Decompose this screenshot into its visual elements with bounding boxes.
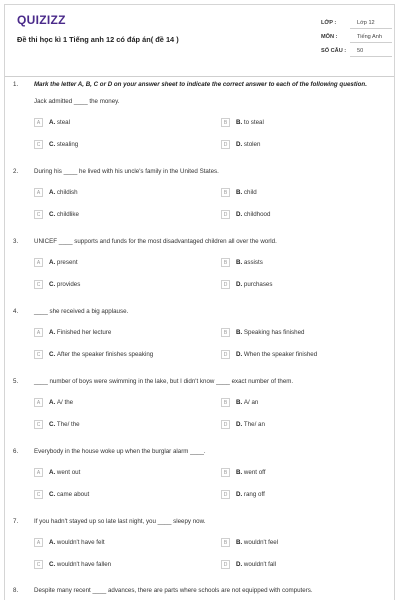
meta-value: 50: [357, 48, 364, 54]
option-letter-box: D: [221, 350, 230, 359]
option-text: stolen: [243, 141, 261, 148]
meta-key: LỚP :: [321, 20, 337, 26]
question-text: During his ____ he lived with his uncle's family in the United States.: [34, 168, 219, 175]
option-text: childish: [56, 189, 78, 196]
option-letter: D: [236, 211, 241, 218]
option-text: steal: [56, 119, 70, 126]
meta-key: MÔN :: [321, 34, 338, 40]
question-number: 5.: [13, 378, 19, 385]
option-letter: D: [236, 141, 241, 148]
option-letter-box: D: [221, 490, 230, 499]
option-text: childlike: [56, 211, 79, 218]
option-letter-box: B: [221, 258, 230, 267]
option-text: went off: [243, 469, 266, 476]
option-text: purchases: [243, 281, 273, 288]
option-text: The/ an: [243, 421, 265, 428]
question-text: Everybody in the house woke up when the burglar alarm ____.: [34, 448, 206, 455]
option-letter: A: [49, 469, 54, 476]
question-number: 4.: [13, 308, 19, 315]
option-text: child: [243, 189, 257, 196]
option-letter: B: [236, 539, 241, 546]
header-divider: [5, 76, 394, 77]
option-text: A/ the: [56, 399, 74, 406]
option-letter: A: [49, 399, 54, 406]
option-text: provides: [56, 281, 81, 288]
meta-row-count: [321, 43, 396, 57]
option-letter: D: [236, 491, 241, 498]
worksheet-header: [5, 5, 394, 65]
option-letter: B: [236, 189, 241, 196]
option-letter: C: [49, 351, 54, 358]
option-letter-box: B: [221, 118, 230, 127]
quizizz-logo: QUIZIZZ: [17, 13, 66, 27]
option-text: wouldn't fall: [243, 561, 277, 568]
option-letter: D: [236, 561, 241, 568]
option-letter: B: [236, 329, 241, 336]
option-text: came about: [56, 491, 90, 498]
question-text: If you hadn't stayed up so late last night, you ____ sleepy now.: [34, 518, 206, 525]
option-letter: D: [236, 421, 241, 428]
option-letter-box: A: [34, 398, 43, 407]
meta-row-subject: [321, 29, 396, 43]
question-number: 1.: [13, 81, 19, 88]
option-letter: C: [49, 561, 54, 568]
option-letter: C: [49, 491, 54, 498]
option-text: wouldn't have fallen: [56, 561, 112, 568]
option-letter-box: C: [34, 280, 43, 289]
meta-value: Lớp 12: [357, 20, 375, 26]
option-letter: B: [236, 119, 241, 126]
option-letter: C: [49, 211, 54, 218]
option-text: assists: [243, 259, 263, 266]
question-number: 7.: [13, 518, 19, 525]
option-text: A/ an: [243, 399, 259, 406]
worksheet-page: QUIZIZZ Đề thi học kì 1 Tiếng anh 12 có đáp án( đề 14 ) LỚP : Lớp 12 MÔN : Tiếng Anh SỐ CÂU : 50 1. Mark the letter A, B, C or D on your answer sheet to indicate the correct answer to each of the following question. Jack admitted ____ the money. A A. steal B B. to steal C C. stealing D D. stolen 2. During his ____ he lived with his uncle's family in the United States. A A. childish B B. child C C. childlike D D. childhood 3. UNICEF ____ supports and funds for the most disadvantaged children all over the world. A A. present B B. assists C C. provides D D. purchases 4. ____ she received a big applause. A A. Finished her lecture B B. Speaking has finished C C. After the speaker finishes speaking D D. When the speaker finished 5. ____ number of boys were swimming in the lake, but I didn't know ____ exact number of them. A A. A/ the B B. A/ an C C. The/ the D D. The/ an 6. Everybody in the house woke up when the burglar alarm ____. A A. went out B B. went off C C. came about D D. rang off 7. If you hadn't stayed up so late last night, you ____ sleepy now. A A. wouldn't have felt B B. wouldn't feel C C. wouldn't have fallen D D. wouldn't fall 8. Despite many recent ____ advances, there are parts where schools are not equipped with computers.: [4, 4, 395, 600]
option-text: stealing: [56, 141, 79, 148]
option-letter-box: A: [34, 328, 43, 337]
option-text: Finished her lecture: [56, 329, 112, 336]
option-text: Speaking has finished: [243, 329, 305, 336]
option-text: When the speaker finished: [243, 351, 318, 358]
option-letter-box: B: [221, 468, 230, 477]
option-letter: D: [236, 351, 241, 358]
option-letter-box: D: [221, 210, 230, 219]
question-number: 6.: [13, 448, 19, 455]
meta-key: SỐ CÂU :: [321, 48, 347, 54]
option-letter-box: B: [221, 538, 230, 547]
option-letter-box: C: [34, 420, 43, 429]
instruction-text: Mark the letter A, B, C or D on your answer sheet to indicate the correct answer to each of the following question.: [34, 81, 367, 88]
option-text: wouldn't have felt: [56, 539, 105, 546]
option-letter-box: C: [34, 560, 43, 569]
option-text: After the speaker finishes speaking: [56, 351, 154, 358]
option-letter-box: A: [34, 258, 43, 267]
option-letter: A: [49, 189, 54, 196]
meta-row-class: [321, 15, 396, 29]
option-letter-box: D: [221, 280, 230, 289]
option-text: rang off: [243, 491, 265, 498]
option-letter-box: B: [221, 188, 230, 197]
option-letter: D: [236, 281, 241, 288]
question-number: 2.: [13, 168, 19, 175]
option-letter-box: A: [34, 468, 43, 477]
option-letter-box: B: [221, 398, 230, 407]
question-text: UNICEF ____ supports and funds for the most disadvantaged children all over the world.: [34, 238, 277, 245]
option-text: wouldn't feel: [243, 539, 279, 546]
option-letter-box: C: [34, 490, 43, 499]
option-text: to steal: [243, 119, 264, 126]
option-letter: A: [49, 259, 54, 266]
option-letter: B: [236, 399, 241, 406]
option-letter-box: A: [34, 118, 43, 127]
option-text: The/ the: [56, 421, 80, 428]
question-text: Despite many recent ____ advances, there are parts where schools are not equipped with computers.: [34, 587, 313, 594]
option-letter-box: A: [34, 188, 43, 197]
option-letter: A: [49, 329, 54, 336]
option-letter: A: [49, 539, 54, 546]
option-letter-box: C: [34, 140, 43, 149]
worksheet-title: Đề thi học kì 1 Tiếng anh 12 có đáp án( đề 14 ): [17, 35, 179, 44]
option-letter-box: C: [34, 350, 43, 359]
question-text: ____ she received a big applause.: [34, 308, 129, 315]
option-letter-box: D: [221, 140, 230, 149]
option-letter-box: A: [34, 538, 43, 547]
option-letter-box: D: [221, 560, 230, 569]
option-letter-box: D: [221, 420, 230, 429]
option-letter: C: [49, 141, 54, 148]
question-number: 3.: [13, 238, 19, 245]
option-text: went out: [56, 469, 81, 476]
meta-value: Tiếng Anh: [357, 34, 382, 40]
option-letter-box: B: [221, 328, 230, 337]
question-text: Jack admitted ____ the money.: [34, 98, 120, 105]
option-letter: C: [49, 281, 54, 288]
option-letter: A: [49, 119, 54, 126]
option-letter: B: [236, 259, 241, 266]
option-letter-box: C: [34, 210, 43, 219]
option-text: childhood: [243, 211, 271, 218]
question-text: ____ number of boys were swimming in the lake, but I didn't know ____ exact number of them.: [34, 378, 294, 385]
question-number: 8.: [13, 587, 19, 594]
option-letter: C: [49, 421, 54, 428]
option-text: present: [56, 259, 78, 266]
option-letter: B: [236, 469, 241, 476]
